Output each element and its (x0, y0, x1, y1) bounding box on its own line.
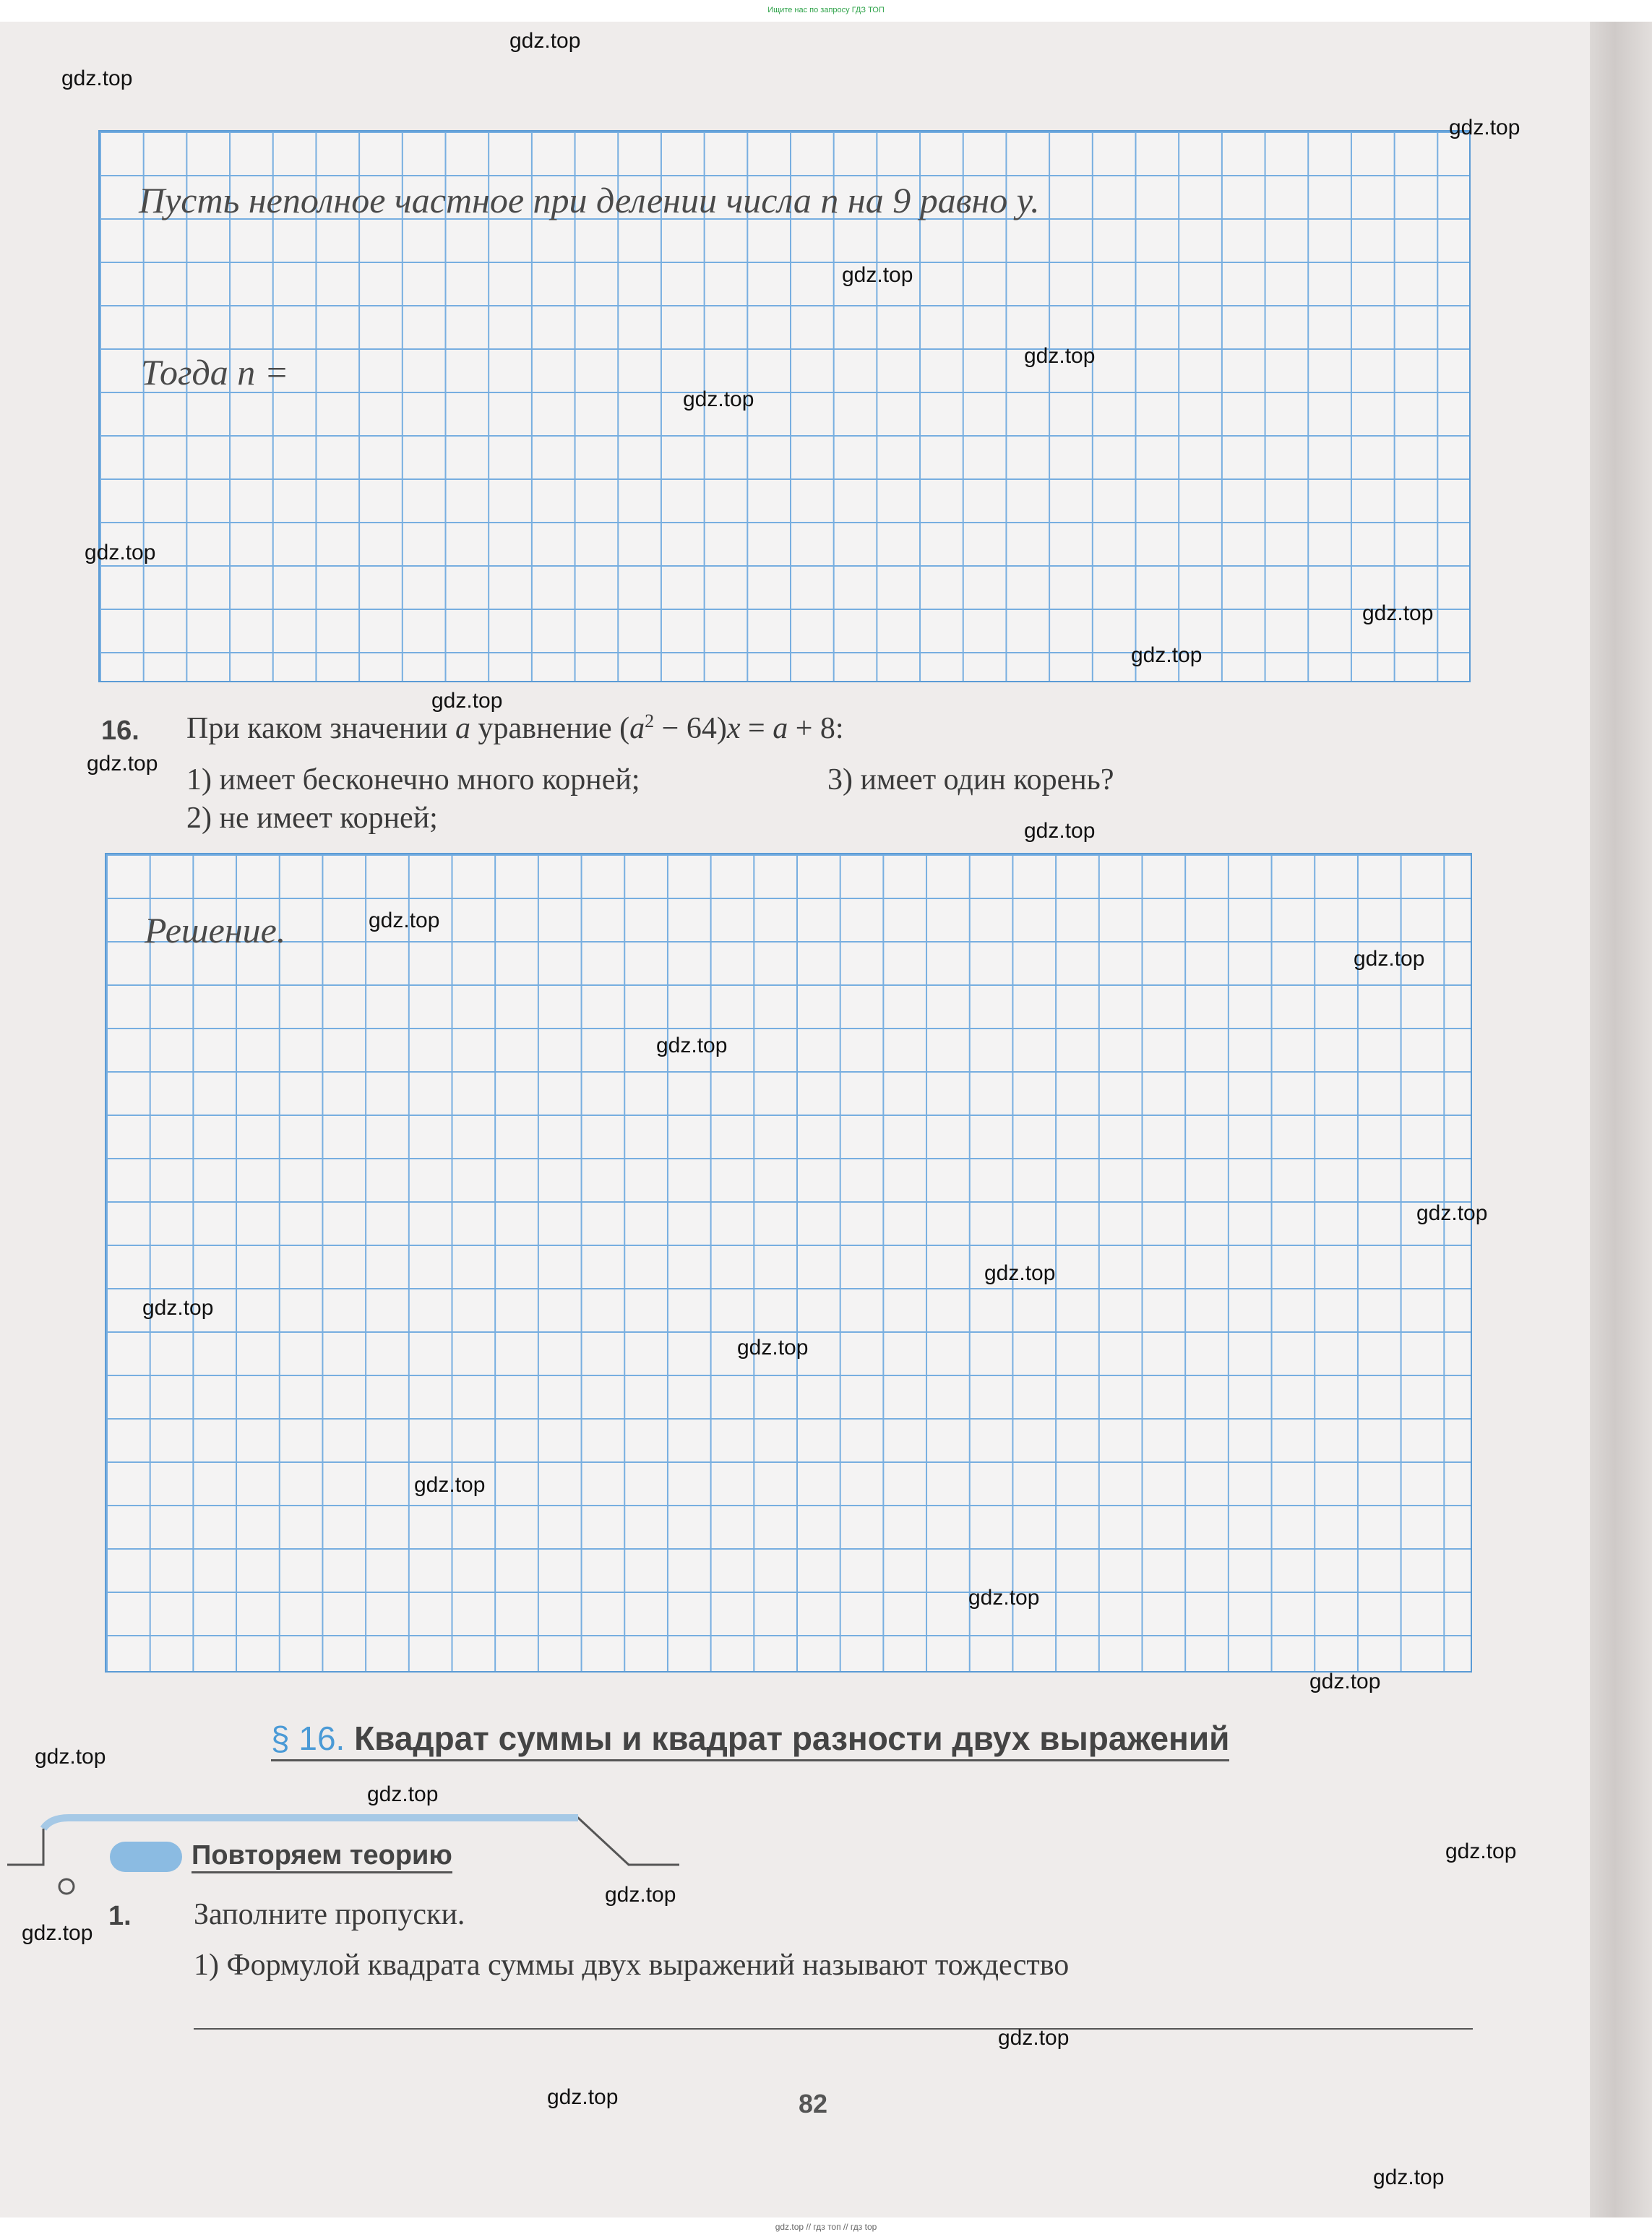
answer-line (194, 2028, 1473, 2030)
watermark: gdz.top (1024, 819, 1096, 843)
watermark: gdz.top (656, 1034, 728, 1057)
watermark: gdz.top (61, 66, 133, 90)
watermark: gdz.top (1024, 344, 1096, 368)
task1-item1: 1) Формулой квадрата суммы двух выражений называют тождество (194, 1949, 1070, 1982)
watermark: gdz.top (1362, 601, 1434, 625)
bottom-banner: gdz.top // гдз топ // гдз top (0, 2217, 1652, 2237)
watermark: gdz.top (1373, 2165, 1445, 2189)
watermark: gdz.top (87, 752, 158, 776)
task16-option3: 3) имеет один корень? (827, 763, 1114, 797)
watermark: gdz.top (1416, 1201, 1488, 1225)
page-number: 82 (799, 2089, 828, 2118)
watermark: gdz.top (1131, 643, 1203, 667)
theory-label: Повторяем теорию (192, 1840, 452, 1873)
watermark: gdz.top (683, 387, 754, 411)
watermark: gdz.top (998, 2026, 1070, 2050)
top-banner: Ищите нас по запросу ГДЗ ТОП (0, 0, 1652, 22)
watermark: gdz.top (414, 1473, 486, 1497)
section-number: § 16. (271, 1719, 345, 1757)
watermark: gdz.top (1445, 1839, 1517, 1863)
task1-number: 1. (108, 1901, 132, 1931)
watermark: gdz.top (1354, 947, 1425, 971)
grid1-line1: Пусть неполное частное при делении числа n на 9 равно y. (139, 180, 1040, 220)
task1-instruction: Заполните пропуски. (194, 1898, 465, 1931)
watermark: gdz.top (85, 541, 156, 564)
watermark: gdz.top (605, 1883, 676, 1907)
grid2-solution-label: Решение. (145, 910, 286, 950)
page-edge (1590, 14, 1652, 2237)
theory-badge (110, 1842, 182, 1872)
watermark: gdz.top (737, 1336, 809, 1360)
task16-question: При каком значении a уравнение $(a^2 - 64)x = a + 8$: (186, 710, 844, 745)
section-title: Квадрат суммы и квадрат разности двух выражений (354, 1719, 1230, 1757)
watermark: gdz.top (369, 909, 440, 932)
watermark: gdz.top (1449, 116, 1520, 139)
watermark: gdz.top (431, 689, 503, 713)
watermark: gdz.top (547, 2085, 619, 2109)
watermark: gdz.top (509, 29, 581, 53)
watermark: gdz.top (842, 263, 913, 287)
watermark: gdz.top (367, 1782, 439, 1806)
watermark: gdz.top (22, 1921, 93, 1945)
task16-number: 16. (101, 716, 139, 746)
answer-grid-2 (105, 853, 1472, 1673)
watermark: gdz.top (35, 1745, 106, 1769)
task16-option2: 2) не имеет корней; (186, 802, 438, 835)
grid1-line2: Тогда n = (141, 352, 289, 392)
watermark: gdz.top (142, 1296, 214, 1320)
section-heading (271, 1719, 1229, 1761)
watermark: gdz.top (984, 1261, 1056, 1285)
watermark: gdz.top (1309, 1670, 1381, 1693)
watermark: gdz.top (968, 1586, 1040, 1610)
task16-option1: 1) имеет бесконечно много корней; (186, 763, 640, 797)
